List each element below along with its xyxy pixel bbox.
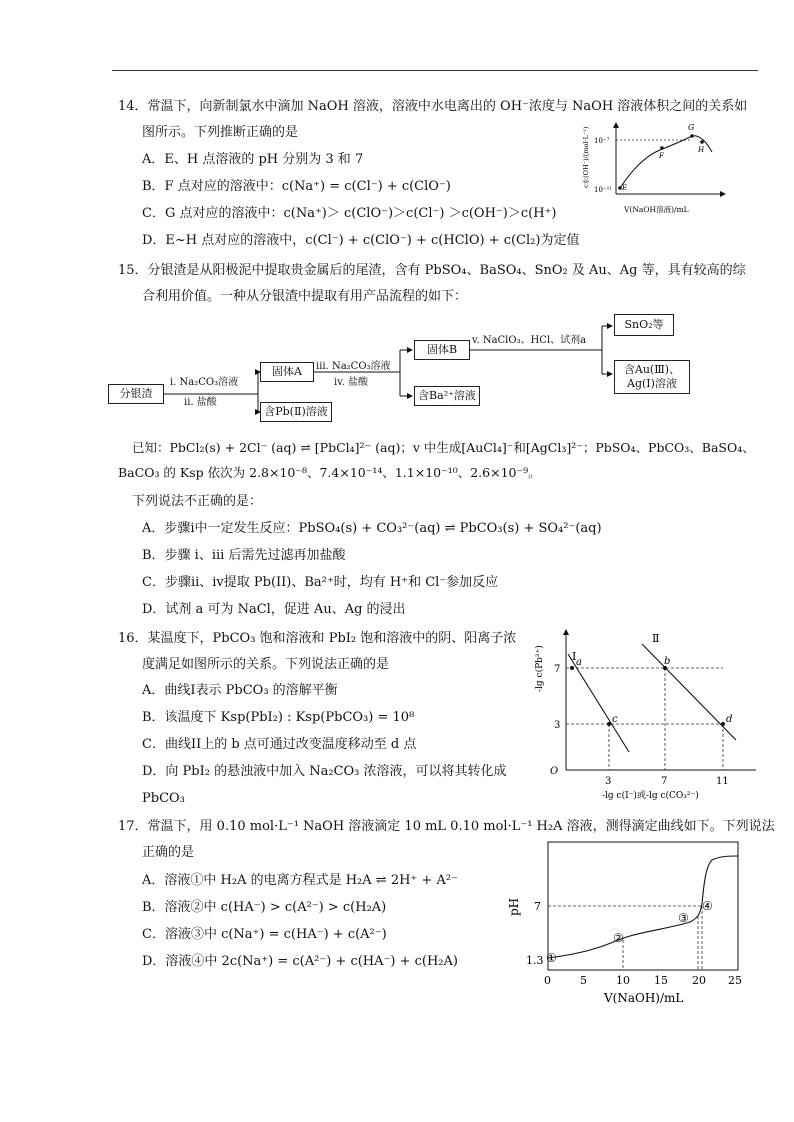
q15-stem-line2: 合利用价值。一种从分银渣中提取有用产品流程的如下： xyxy=(142,289,468,304)
q16-option-d: D．向 PbI₂ 的悬浊液中加入 Na₂CO₃ 浓溶液，可以将其转化成 xyxy=(142,764,507,779)
q16-point-d: d xyxy=(726,714,733,725)
q16-option-d-cont: PbCO₃ xyxy=(142,791,185,806)
q14-point-e: E xyxy=(622,184,628,192)
q17-mark-2: ② xyxy=(613,931,624,945)
flow-step1-bot: ii. 盐酸 xyxy=(184,397,217,408)
flow-solid-a-box: 固体A xyxy=(260,362,314,382)
q14-option-d: D．E~H 点对应的溶液中，c(Cl⁻) + c(ClO⁻) + c(HClO) + c(Cl₂)为定值 xyxy=(142,233,580,248)
q16-graph xyxy=(530,624,760,804)
q17-x-label: V(NaOH)/mL xyxy=(604,991,684,1005)
q17-option-b: B．溶液②中 c(HA⁻) > c(A²⁻) > c(H₂A) xyxy=(142,900,387,915)
q15-ask: 下列说法不正确的是： xyxy=(132,494,263,509)
q17-xtick-10: 10 xyxy=(616,974,630,987)
q14-point-f: F xyxy=(659,152,664,160)
flow-step3: v. NaClO₃、HCl、试剂a xyxy=(472,335,587,346)
q16-curve-2: Ⅱ xyxy=(652,632,660,645)
q15-flowchart xyxy=(108,306,708,424)
q16-option-b: B．该温度下 Ksp(PbI₂) : Ksp(PbCO₃) = 10⁸ xyxy=(142,710,415,725)
q17-xtick-15: 15 xyxy=(654,974,668,987)
q16-y-label: -lg c(Pb²⁺) xyxy=(535,645,545,692)
q14-option-a: A．E、H 点溶液的 pH 分别为 3 和 7 xyxy=(142,152,364,167)
flow-pb-box: 含Pb(Ⅱ)溶液 xyxy=(260,402,332,422)
q17-option-d: D．溶液④中 2c(Na⁺) = c(A²⁻) + c(HA⁻) + c(H₂A) xyxy=(142,954,458,969)
q17-xtick-25: 25 xyxy=(728,974,742,987)
q15-known-line2: BaCO₃ 的 Ksp 依次为 2.8×10⁻⁸、7.4×10⁻¹⁴、1.1×10⁻¹⁰、2.6×10⁻⁹。 xyxy=(118,465,541,480)
q14-graph xyxy=(580,118,730,220)
q16-xtick-7: 7 xyxy=(661,776,668,787)
q16-curve-1: Ⅰ xyxy=(572,650,577,663)
flow-step2-bot: iv. 盐酸 xyxy=(334,377,369,388)
q16-xtick-3: 3 xyxy=(605,776,612,787)
q15-known-line1: 已知：PbCl₂(s) + 2Cl⁻ (aq) ⇌ [PbCl₄]²⁻ (aq)；v 中生成[AuCl₄]⁻和[AgCl₃]²⁻；PbSO₄、PbCO₃、BaSO₄、 xyxy=(132,440,755,455)
q16-point-c: c xyxy=(612,714,618,725)
q16-point-b: b xyxy=(664,656,671,667)
q17-y-label: pH xyxy=(507,897,521,916)
q16-option-a: A．曲线I表示 PbCO₃ 的溶解平衡 xyxy=(142,683,338,698)
flow-sno2-box: SnO₂等 xyxy=(614,314,674,336)
q14-stem-line1: 14．常温下，向新制氯水中滴加 NaOH 溶液，溶液中水电离出的 OH⁻浓度与 NaOH 溶液体积之间的关系如 xyxy=(118,99,748,114)
q17-xtick-0: 0 xyxy=(544,974,551,987)
flow-step2-top: iii. Na₂CO₃溶液 xyxy=(316,361,391,372)
q16-ytick-3: 3 xyxy=(554,720,561,731)
q17-option-a: A．溶液①中 H₂A 的电离方程式是 H₂A ⇌ 2H⁺ + A²⁻ xyxy=(142,873,458,888)
q14-x-label: V(NaOH溶液)/mL xyxy=(624,205,689,214)
q16-stem-line2: 度满足如图所示的关系。下列说法正确的是 xyxy=(142,657,390,672)
q16-ytick-7: 7 xyxy=(554,664,561,675)
flow-au-line1: 含Au(Ⅲ)、 xyxy=(623,363,681,377)
q14-point-h: H xyxy=(698,146,705,154)
flow-start-box: 分银渣 xyxy=(108,384,164,404)
q14-point-g: G xyxy=(688,123,695,132)
q14-y-lo: 10⁻¹¹ xyxy=(594,186,613,194)
q15-option-d: D．试剂 a 可为 NaCl，促进 Au、Ag 的浸出 xyxy=(142,602,406,617)
flow-ba-box: 含Ba²⁺溶液 xyxy=(414,386,480,406)
q17-mark-4: ④ xyxy=(702,899,713,913)
q17-mark-1: ① xyxy=(546,951,557,965)
flow-au-line2: Ag(Ⅰ)溶液 xyxy=(627,377,677,390)
q16-stem-line1: 16．某温度下，PbCO₃ 饱和溶液和 PbI₂ 饱和溶液中的阴、阳离子浓 xyxy=(118,631,517,646)
q17-ytick-1-3: 1.3 xyxy=(526,954,544,967)
q16-origin: O xyxy=(550,766,559,777)
flow-step1-top: i. Na₂CO₃溶液 xyxy=(170,377,239,388)
q16-point-a: a xyxy=(576,657,582,668)
q14-y-label: c水(OH⁻)/(mol·L⁻¹) xyxy=(582,126,590,188)
q15-option-b: B．步骤 i、iii 后需先过滤再加盐酸 xyxy=(142,548,346,563)
q14-option-c: C．G 点对应的溶液中：c(Na⁺)＞ c(ClO⁻)＞c(Cl⁻) ＞c(OH⁻)＞c(H⁺) xyxy=(142,206,557,221)
q17-mark-3: ③ xyxy=(678,911,689,925)
q14-y-hi: 10⁻⁷ xyxy=(594,137,610,145)
q17-stem-line1: 17．常温下，用 0.10 mol·L⁻¹ NaOH 溶液滴定 10 mL 0.10 mol·L⁻¹ H₂A 溶液，测得滴定曲线如下。下列说法 xyxy=(118,819,775,834)
q17-ytick-7: 7 xyxy=(534,900,541,913)
q16-option-c: C．曲线II上的 b 点可通过改变温度移动至 d 点 xyxy=(142,737,417,752)
q16-xtick-11: 11 xyxy=(716,776,729,787)
q17-stem-line2: 正确的是 xyxy=(142,845,195,860)
q15-option-a: A．步骤i中一定发生反应：PbSO₄(s) + CO₃²⁻(aq) ⇌ PbCO₃(s) + SO₄²⁻(aq) xyxy=(142,521,602,536)
q17-option-c: C．溶液③中 c(Na⁺) = c(HA⁻) + c(A²⁻) xyxy=(142,927,387,942)
q17-graph xyxy=(500,836,760,1008)
q14-option-b: B．F 点对应的溶液中：c(Na⁺) = c(Cl⁻) + c(ClO⁻) xyxy=(142,179,451,194)
q17-xtick-5: 5 xyxy=(580,974,587,987)
q15-option-c: C．步骤ii、iv提取 Pb(II)、Ba²⁺时，均有 H⁺和 Cl⁻参加反应 xyxy=(142,575,499,590)
q14-stem-line2: 图所示。下列推断正确的是 xyxy=(142,125,299,140)
flow-solid-b-box: 固体B xyxy=(414,340,470,360)
q15-stem-line1: 15．分银渣是从阳极泥中提取贵金属后的尾渣，含有 PbSO₄、BaSO₄、SnO₂ 及 Au、Ag 等，具有较高的综 xyxy=(118,263,746,278)
q17-xtick-20: 20 xyxy=(692,974,706,987)
flow-au-box xyxy=(614,360,690,394)
header-rule xyxy=(112,70,758,71)
q16-x-label: -lg c(I⁻)或-lg c(CO₃²⁻) xyxy=(602,791,699,801)
